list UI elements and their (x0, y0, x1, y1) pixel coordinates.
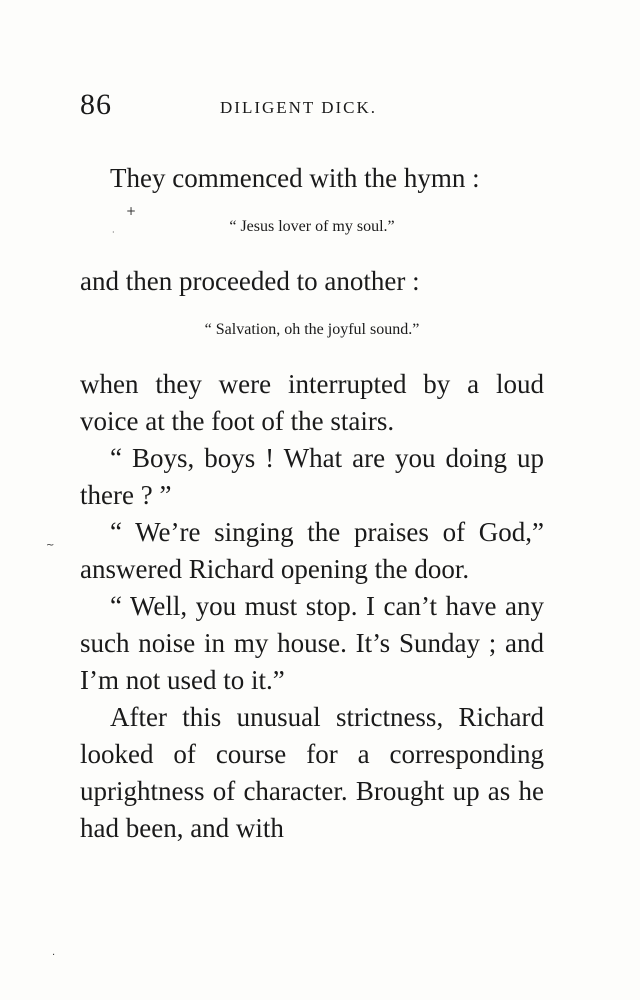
page-body (80, 160, 544, 847)
hymn-quote-1: “ Jesus lover of my soul.” (229, 218, 395, 235)
paragraph-strictness: After this unusual strictness, Richard looked of course for a corresponding uprightness of character. Brought up as he had been, and with (80, 702, 544, 843)
paragraph-boys-call: “ Boys, boys ! What are you doing up there ? ” (80, 443, 544, 510)
page-header (80, 88, 550, 128)
ink-speck: · (112, 228, 115, 237)
paragraph-hymn-intro: They commenced with the hymn : (110, 163, 480, 193)
paragraph-must-stop: “ Well, you must stop. I can’t have any such noise in my house. It’s Sunday ; and I’m not used to it.” (80, 591, 544, 695)
ink-speck: · (52, 950, 56, 961)
running-head: DILIGENT DICK. (220, 98, 378, 117)
hymn-quote-2: “ Salvation, oh the joyful sound.” (204, 321, 420, 338)
paragraph-another-hymn: and then proceeded to another : (80, 266, 420, 296)
paragraph-interrupted: when they were interrupted by a loud voice at the foot of the stairs. (80, 369, 544, 436)
page-number: 86 (80, 88, 112, 121)
ink-speck: + (126, 204, 137, 218)
ink-speck: ~ (46, 540, 55, 551)
paragraph-richard-answer: “ We’re singing the praises of God,” answered Richard opening the door. (80, 517, 544, 584)
